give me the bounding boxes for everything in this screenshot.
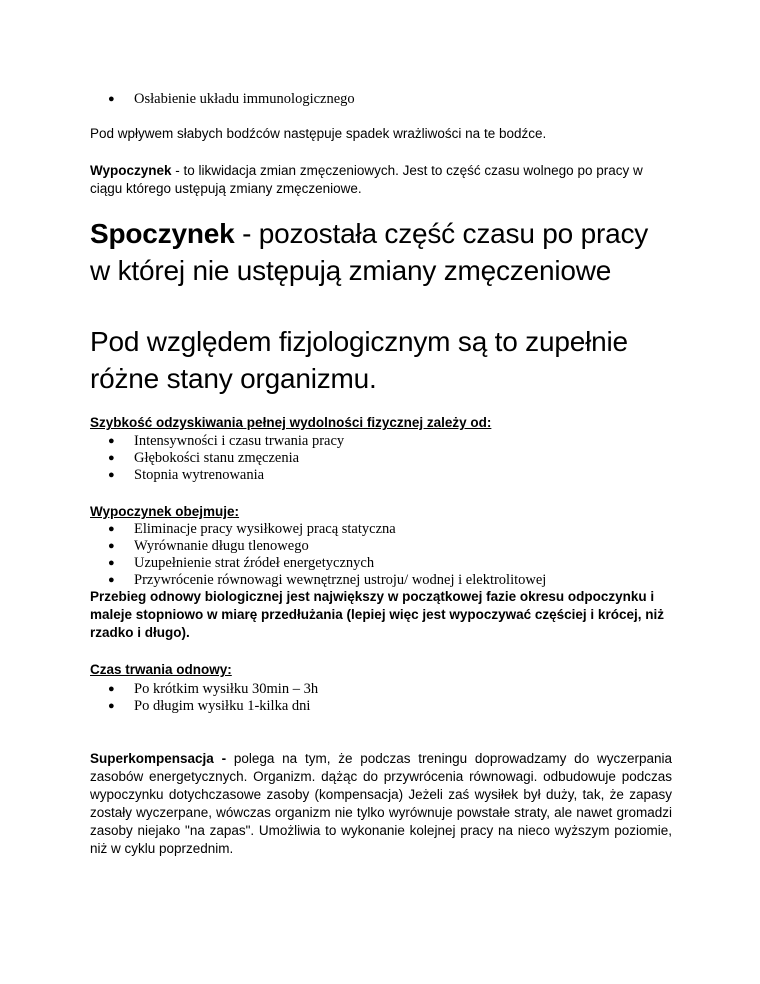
definition-wypoczynek: - to likwidacja zmian zmęczeniowych. Jest to część czasu wolnego po pracy w ciągu którego ustępują zmiany zmęczeniowe.	[90, 163, 643, 196]
term-spoczynek: Spoczynek	[90, 218, 235, 249]
list-item: ● Przywrócenie równowagi wewnętrznej ustroju/ wodnej i elektrolitowej	[90, 572, 672, 589]
section-title-szybkosc: Szybkość odzyskiwania pełnej wydolności fizycznej zależy od:	[90, 415, 492, 430]
list-szybkosc	[90, 433, 672, 484]
list-wypoczynek	[90, 521, 672, 589]
section-title-czas: Czas trwania odnowy:	[90, 662, 232, 677]
list-item: ● Intensywności i czasu trwania pracy	[90, 433, 672, 450]
paragraph-odnowa: Przebieg odnowy biologicznej jest największy w początkowej fazie okresu odpoczynku i maleje stopniowo w miarę przedłużania (lepiej więc jest wypoczywać częściej i krócej, niż rzadko i długo).	[90, 589, 664, 640]
list-item: ● Po krótkim wysiłku 30min – 3h	[90, 681, 672, 698]
list-item: ● Po długim wysiłku 1-kilka dni	[90, 698, 672, 715]
list-item: ● Osłabienie układu immunologicznego	[90, 91, 672, 108]
paragraph-bodzce: Pod wpływem słabych bodźców następuje spadek wrażliwości na te bodźce.	[90, 126, 547, 141]
heading-fizjologia: Pod względem fizjologicznym są to zupełnie różne stany organizmu.	[90, 326, 628, 394]
list-item: ● Uzupełnienie strat źródeł energetycznych	[90, 555, 672, 572]
list-item: ● Eliminacje pracy wysiłkowej pracą statyczna	[90, 521, 672, 538]
list-item: ● Stopnia wytrenowania	[90, 467, 672, 484]
list-item: ● Głębokości stanu zmęczenia	[90, 450, 672, 467]
top-bullet-list	[90, 91, 672, 108]
paragraph-wypoczynek	[90, 162, 672, 198]
heading-spoczynek	[90, 215, 672, 289]
term-wypoczynek: Wypoczynek	[90, 163, 172, 178]
list-czas	[90, 681, 672, 715]
definition-superkompensacja: polega na tym, że podczas treningu doprowadzamy do wyczerpania zasobów energetycznych. Organizm. dążąc do przywrócenia równowagi. odbudowuje podczas wypoczynku dotychczasowe zasoby (kompensacja) Jeżeli zaś wysiłek był duży, tak, że zapasy zostały wyczerpane, wówczas organizm nie tylko wyrównuje powstałe straty, ale nawet gromadzi zasoby niejako "na zapas". Umożliwia to wykonanie kolejnej pracy na nieco wyższym poziomie, niż w cyklu poprzednim.	[90, 751, 673, 856]
section-title-wypoczynek: Wypoczynek obejmuje:	[90, 504, 240, 519]
term-superkompensacja: Superkompensacja -	[90, 751, 227, 766]
paragraph-superkompensacja	[90, 750, 672, 858]
definition-spoczynek: - pozostała część czasu po pracy w której nie ustępują zmiany zmęczeniowe	[90, 218, 649, 286]
list-item: ● Wyrównanie długu tlenowego	[90, 538, 672, 555]
